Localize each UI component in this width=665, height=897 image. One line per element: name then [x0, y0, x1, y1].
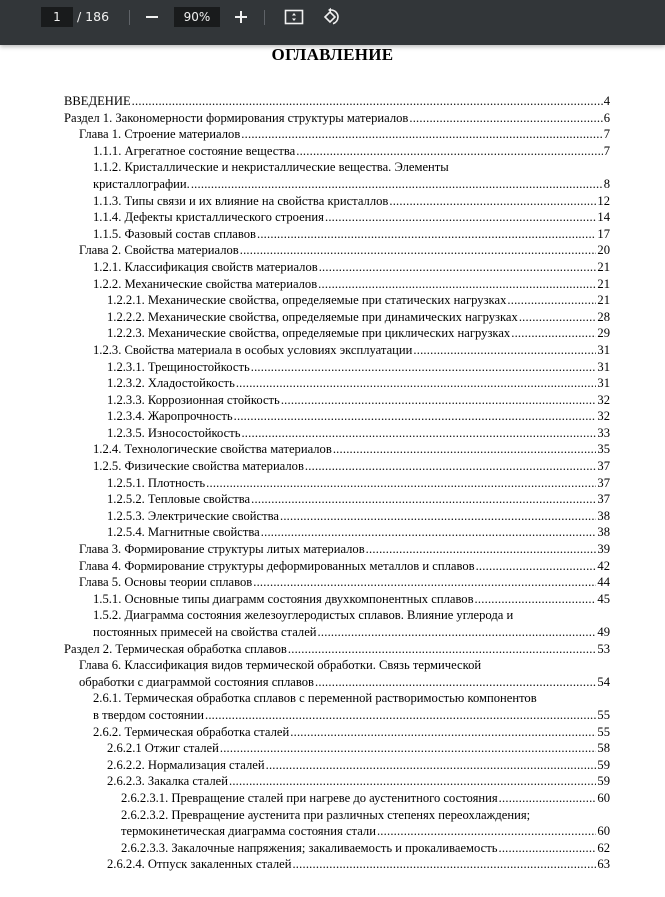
toc-page-number: 37: [597, 475, 610, 490]
toc-page-number: 59: [597, 757, 610, 772]
toc-entry[interactable]: [64, 209, 610, 226]
toc-entry-line: [121, 840, 610, 857]
toc-page-number: 37: [597, 492, 610, 507]
toc-entry[interactable]: [64, 392, 610, 409]
toc-entry-line: [79, 126, 610, 143]
dot-leader: [251, 359, 597, 376]
dot-leader: [241, 425, 596, 442]
toc-entry-title: 1.2.5.2. Тепловые свойства: [107, 492, 251, 507]
toc-entry-title: 1.2.4. Технологические свойства материалов: [93, 442, 332, 457]
toc-entry-title: 1.2.1. Классификация свойств материалов: [93, 259, 318, 274]
toc-entry[interactable]: [64, 159, 610, 192]
toolbar-divider: [129, 10, 130, 25]
toc-entry-line: [107, 292, 610, 309]
table-of-contents: [64, 93, 610, 873]
zoom-in-button[interactable]: [229, 5, 253, 29]
toc-entry[interactable]: [64, 690, 610, 723]
toc-page-number: 62: [597, 840, 610, 855]
toc-entry-title: термокинетическая диаграмма состояния стали: [121, 824, 376, 839]
dot-leader: [498, 840, 596, 857]
toc-entry-title: 1.2.2. Механические свойства материалов: [93, 276, 318, 291]
toc-entry-line: [93, 342, 610, 359]
toc-page-number: 29: [597, 326, 610, 341]
toc-entry[interactable]: [64, 458, 610, 475]
toc-entry-line: [93, 458, 610, 475]
toc-entry-title: 1.2.3.3. Коррозионная стойкость: [107, 392, 280, 407]
toc-entry-line: [93, 209, 610, 226]
toc-page-number: 45: [597, 591, 610, 606]
dot-leader: [499, 790, 597, 807]
toc-page-number: 20: [597, 243, 610, 258]
toc-entry[interactable]: [64, 226, 610, 243]
toc-entry-line: [93, 624, 610, 641]
toc-entry[interactable]: [64, 757, 610, 774]
toc-entry-title: 2.6.2.3.1. Превращение сталей при нагреве до аустенитного состояния: [121, 790, 498, 805]
toc-page-number: 38: [597, 508, 610, 523]
toc-entry[interactable]: [64, 475, 610, 492]
toc-entry[interactable]: [64, 309, 610, 326]
toc-entry-title: 1.2.5.1. Плотность: [107, 475, 206, 490]
toc-entry-line: [107, 359, 610, 376]
toc-entry[interactable]: [64, 110, 610, 127]
toc-entry-line: [93, 724, 610, 741]
toc-entry-line: [79, 558, 610, 575]
toc-entry-title: 1.2.3.4. Жаропрочность: [107, 409, 233, 424]
toc-entry-title: 1.2.5.4. Магнитные свойства: [107, 525, 260, 540]
minus-icon: [145, 10, 159, 24]
toc-entry-title: 1.1.3. Типы связи и их влияние на свойства кристаллов: [93, 193, 389, 208]
dot-leader: [251, 491, 596, 508]
toc-page-number: 12: [597, 193, 610, 208]
toc-entry-title: 2.6.2.2. Нормализация сталей: [107, 757, 265, 772]
toc-page-number: 6: [603, 110, 610, 125]
toc-entry[interactable]: [64, 607, 610, 640]
toc-entry-line: [93, 607, 610, 624]
toc-entry-line: [79, 541, 610, 558]
toc-entry-line: [107, 740, 610, 757]
toc-entry-title: Глава 5. Основы теории сплавов: [79, 575, 253, 590]
toc-page-number: 31: [597, 359, 610, 374]
toc-page-number: 59: [597, 774, 610, 789]
toc-entry[interactable]: [64, 441, 610, 458]
toc-entry-line: [64, 641, 610, 658]
toc-entry[interactable]: [64, 790, 610, 807]
toc-page-number: 55: [597, 707, 610, 722]
dot-leader: [229, 773, 596, 790]
toc-entry-line: [107, 508, 610, 525]
dot-leader: [409, 110, 602, 127]
toc-entry-line: [93, 707, 610, 724]
toc-entry-title: 2.6.2.3. Закалка сталей: [107, 774, 228, 789]
pdf-toolbar: [0, 0, 665, 45]
toc-page-number: 4: [603, 94, 610, 108]
toc-entry-line: [107, 524, 610, 541]
toc-entry[interactable]: [64, 591, 610, 608]
dot-leader: [261, 524, 597, 541]
toc-page-number: 60: [597, 824, 610, 839]
dot-leader: [205, 707, 596, 724]
toc-entry[interactable]: [64, 856, 610, 873]
toc-page-number: 38: [597, 525, 610, 540]
toc-entry[interactable]: [64, 558, 610, 575]
toc-entry-title: 2.6.2.1 Отжиг сталей: [107, 741, 219, 756]
toc-page-number: 39: [597, 542, 610, 557]
toc-page-number: 32: [597, 409, 610, 424]
dot-leader: [240, 242, 597, 259]
toc-page-number: 14: [597, 210, 610, 225]
toc-entry-title: в твердом состоянии: [93, 707, 204, 722]
toc-page-number: 44: [597, 575, 610, 590]
toc-entry[interactable]: [64, 242, 610, 259]
toc-page-number: 58: [597, 741, 610, 756]
toc-entry-line: [93, 259, 610, 276]
fit-to-page-icon: [284, 9, 304, 25]
toc-entry[interactable]: [64, 143, 610, 160]
page-number-input[interactable]: 1: [41, 7, 73, 27]
toc-entry[interactable]: [64, 259, 610, 276]
toc-entry-line: [107, 491, 610, 508]
toc-entry-line: [93, 276, 610, 293]
toc-entry-line: [107, 408, 610, 425]
dot-leader: [318, 624, 597, 641]
toc-entry-line: [107, 392, 610, 409]
toc-entry-line: [121, 807, 610, 824]
toc-entry-line: [107, 856, 610, 873]
rotate-button[interactable]: [319, 5, 343, 29]
toc-entry-line: [107, 309, 610, 326]
toc-entry-line: [79, 574, 610, 591]
dot-leader: [288, 641, 597, 658]
fit-to-page-button[interactable]: [282, 5, 306, 29]
toc-entry-line: [79, 674, 610, 691]
toc-entry-title: 1.5.2. Диаграмма состояния железоуглеродистых сплавов. Влияние углерода и: [93, 608, 514, 623]
toc-entry-title: 1.1.2. Кристаллические и некристаллические вещества. Элементы: [93, 160, 449, 175]
toc-page-number: 32: [597, 392, 610, 407]
dot-leader: [241, 126, 602, 143]
toc-entry[interactable]: [64, 491, 610, 508]
toc-entry-title: Раздел 1. Закономерности формирования структуры материалов: [64, 110, 409, 125]
toc-page-number: 28: [597, 309, 610, 324]
toc-entry[interactable]: [64, 524, 610, 541]
toc-page-number: 35: [597, 442, 610, 457]
page-total-label: / 186: [77, 9, 110, 24]
toc-entry-title: 1.5.1. Основные типы диаграмм состояния двухкомпонентных сплавов: [93, 591, 474, 606]
dot-leader: [206, 475, 596, 492]
toc-entry-line: [93, 159, 610, 176]
toc-entry-title: Глава 3. Формирование структуры литых материалов: [79, 542, 365, 557]
toc-entry-title: 1.2.3.2. Хладостойкость: [107, 376, 235, 391]
toc-page-number: 37: [597, 459, 610, 474]
toc-entry[interactable]: [64, 773, 610, 790]
toc-entry-title: постоянных примесей на свойства сталей: [93, 625, 317, 639]
dot-leader: [234, 408, 597, 425]
toc-page-number: 53: [597, 641, 610, 656]
toc-entry-line: [93, 591, 610, 608]
dot-leader: [253, 574, 596, 591]
toc-entry-line: [107, 325, 610, 342]
toc-entry-title: 1.1.1. Агрегатное состояние вещества: [93, 143, 296, 158]
toc-entry[interactable]: [64, 740, 610, 757]
toc-entry[interactable]: [64, 840, 610, 857]
toc-entry[interactable]: [64, 508, 610, 525]
toc-entry-title: 2.6.2.4. Отпуск закаленных сталей: [107, 857, 292, 872]
toc-entry-title: 2.6.1. Термическая обработка сплавов с переменной растворимостью компонентов: [93, 691, 537, 706]
dot-leader: [377, 823, 596, 840]
toc-entry-line: [64, 110, 610, 127]
dot-leader: [292, 856, 596, 873]
toc-entry-line: [107, 757, 610, 774]
toc-entry-title: 1.1.5. Фазовый состав сплавов: [93, 226, 256, 241]
page-title: ОГЛАВЛЕНИЕ: [271, 45, 394, 64]
toc-entry-line: [79, 242, 610, 259]
dot-leader: [280, 508, 596, 525]
dot-leader: [476, 558, 597, 575]
toc-page-number: 17: [597, 226, 610, 241]
dot-leader: [191, 176, 603, 193]
toc-entry-title: ВВЕДЕНИЕ: [64, 94, 131, 108]
toc-entry-line: [107, 375, 610, 392]
toc-entry-title: Глава 1. Строение материалов: [79, 127, 241, 142]
toc-entry[interactable]: [64, 359, 610, 376]
toc-entry[interactable]: [64, 375, 610, 392]
dot-leader: [318, 276, 596, 293]
toc-entry-line: [121, 790, 610, 807]
toc-entry-line: [121, 823, 610, 840]
toc-entry-line: [107, 475, 610, 492]
toc-entry-line: [107, 425, 610, 442]
toc-page-number: 54: [597, 674, 610, 689]
dot-leader: [305, 458, 596, 475]
toc-page-number: 8: [603, 176, 610, 191]
toc-entry-title: 1.1.4. Дефекты кристаллического строения: [93, 210, 324, 225]
toc-page-number: 42: [597, 558, 610, 573]
toc-entry-line: [107, 773, 610, 790]
dot-leader: [319, 259, 597, 276]
toc-entry[interactable]: [64, 657, 610, 690]
dot-leader: [511, 325, 596, 342]
toolbar-divider: [264, 10, 265, 25]
toc-entry[interactable]: [64, 724, 610, 741]
plus-icon: [234, 10, 248, 24]
toc-entry[interactable]: [64, 807, 610, 840]
toc-entry-title: 1.2.3. Свойства материала в особых условиях эксплуатации: [93, 342, 413, 357]
toc-entry-title: 2.6.2.3.2. Превращение аустенита при различных степенях переохлаждения;: [121, 807, 531, 822]
toc-entry-title: Глава 6. Классификация видов термической обработки. Связь термической: [79, 658, 482, 673]
toc-entry-line: [93, 441, 610, 458]
toc-page-number: 31: [597, 376, 610, 391]
toc-page-number: 60: [597, 790, 610, 805]
dot-leader: [325, 209, 596, 226]
toc-entry-line: [64, 93, 610, 110]
dot-leader: [236, 375, 597, 392]
dot-leader: [389, 193, 596, 210]
toc-page-number: 7: [603, 143, 610, 158]
toc-entry[interactable]: [64, 292, 610, 309]
dot-leader: [413, 342, 596, 359]
toc-page-number: 55: [597, 724, 610, 739]
zoom-out-button[interactable]: [140, 5, 164, 29]
toc-entry[interactable]: [64, 342, 610, 359]
toc-page-number: 63: [597, 857, 610, 872]
rotate-counterclockwise-icon: [321, 7, 341, 27]
toc-entry-title: 1.2.2.1. Механические свойства, определяемые при статических нагрузках: [107, 293, 507, 308]
toc-entry[interactable]: [64, 408, 610, 425]
toc-entry-title: 1.2.3.5. Износостойкость: [107, 425, 241, 440]
toc-entry-title: 1.2.3.1. Трещиностойкость: [107, 359, 250, 374]
toc-entry-line: [79, 657, 610, 674]
dot-leader: [220, 740, 597, 757]
toc-entry[interactable]: [64, 93, 610, 110]
toc-entry-line: [93, 690, 610, 707]
toc-page-number: 49: [597, 625, 610, 639]
toc-entry-title: 2.6.2.3.3. Закалочные напряжения; закаливаемость и прокаливаемость: [121, 840, 498, 855]
toc-entry-line: [93, 226, 610, 243]
toc-entry[interactable]: [64, 425, 610, 442]
toc-entry[interactable]: [64, 325, 610, 342]
toc-entry-title: обработки с диаграммой состояния сплавов: [79, 674, 314, 689]
toc-entry[interactable]: [64, 541, 610, 558]
toc-page-number: 21: [597, 276, 610, 291]
toc-entry[interactable]: [64, 126, 610, 143]
dot-leader: [296, 143, 602, 160]
toc-page-number: 31: [597, 342, 610, 357]
toc-entry-title: 1.2.2.2. Механические свойства, определяемые при динамических нагрузках: [107, 309, 518, 324]
toc-entry-line: [93, 143, 610, 160]
dot-leader: [315, 674, 596, 691]
dot-leader: [333, 441, 597, 458]
toc-entry[interactable]: [64, 641, 610, 658]
dot-leader: [132, 93, 603, 110]
dot-leader: [257, 226, 596, 243]
dot-leader: [266, 757, 597, 774]
toc-entry[interactable]: [64, 193, 610, 210]
dot-leader: [281, 392, 597, 409]
toc-entry-line: [93, 176, 610, 193]
toc-page-number: 7: [603, 127, 610, 142]
zoom-level-input[interactable]: 90%: [174, 7, 220, 27]
toc-entry-title: Глава 4. Формирование структуры деформированных металлов и сплавов: [79, 558, 475, 573]
toc-entry-title: 2.6.2. Термическая обработка сталей: [93, 724, 290, 739]
toc-entry-title: Глава 2. Свойства материалов: [79, 243, 239, 258]
toc-entry-title: 1.2.2.3. Механические свойства, определяемые при циклических нагрузках: [107, 326, 511, 341]
toc-entry-title: 1.2.5.3. Электрические свойства: [107, 508, 279, 523]
toc-entry-title: кристаллографии.: [93, 176, 190, 191]
dot-leader: [366, 541, 597, 558]
dot-leader: [507, 292, 596, 309]
toc-entry[interactable]: [64, 574, 610, 591]
toc-page-number: 21: [597, 293, 610, 308]
dot-leader: [475, 591, 597, 608]
toc-page-number: 21: [597, 259, 610, 274]
dot-leader: [519, 309, 597, 326]
toc-page-number: 33: [597, 425, 610, 440]
toc-entry-title: 1.2.5. Физические свойства материалов: [93, 459, 304, 474]
toc-entry-title: Раздел 2. Термическая обработка сплавов: [64, 641, 287, 656]
toc-entry[interactable]: [64, 276, 610, 293]
toc-entry-line: [93, 193, 610, 210]
dot-leader: [290, 724, 596, 741]
